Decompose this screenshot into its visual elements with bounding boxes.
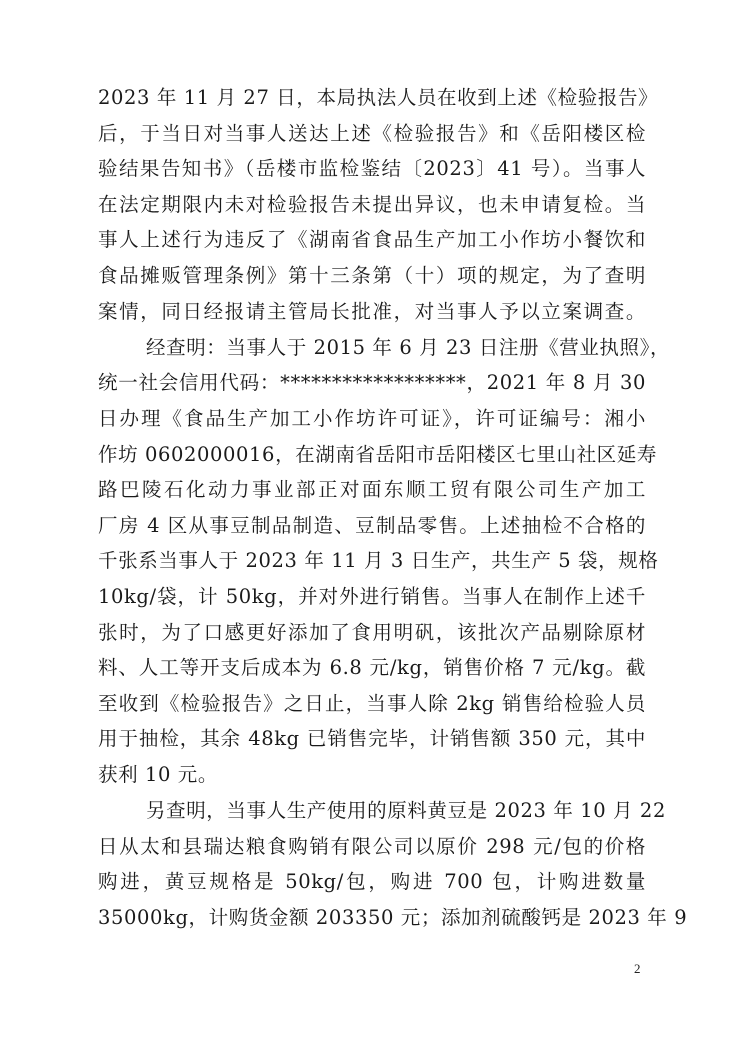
text-line: 食品摊贩管理条例》第十三条第（十）项的规定，为了查明 (98, 263, 646, 287)
text-line: 另查明，当事人生产使用的原料黄豆是 2023 年 10 月 22 (146, 799, 666, 823)
text-line: 日办理《食品生产加工小作坊许可证》，许可证编号：湘小 (98, 406, 646, 430)
text-line: 作坊 0602000016，在湖南省岳阳市岳阳楼区七里山社区延寿 (98, 442, 657, 466)
text-line: 料、人工等开支后成本为 6.8 元/kg，销售价格 7 元/kg。截 (98, 656, 646, 680)
text-line: 10kg/袋，计 50kg，并对外进行销售。当事人在制作上述千 (98, 584, 646, 608)
text-line: 获利 10 元。 (98, 762, 219, 786)
text-line: 厂房 4 区从事豆制品制造、豆制品零售。上述抽检不合格的 (98, 513, 646, 537)
text-line: 路巴陵石化动力事业部正对面东顺工贸有限公司生产加工 (98, 478, 646, 502)
text-line: 2023 年 11 月 27 日，本局执法人员在收到上述《检验报告》 (98, 86, 659, 109)
document-page (98, 80, 688, 936)
text-line: 购进，黄豆规格是 50kg/包，购进 700 包，计购进数量 (98, 870, 646, 894)
text-line: 经查明：当事人于 2015 年 6 月 23 日注册《营业执照》， (146, 335, 671, 359)
text-line: 张时，为了口感更好添加了食用明矾，该批次产品剔除原材 (98, 620, 646, 644)
text-line: 至收到《检验报告》之日止，当事人除 2kg 销售给检验人员 (98, 691, 646, 715)
text-line: 在法定期限内未对检验报告未提出异议，也未申请复检。当 (98, 192, 646, 216)
page-number: 2 (634, 961, 641, 976)
text-line: 后，于当日对当事人送达上述《检验报告》和《岳阳楼区检 (98, 121, 646, 145)
text-line: 验结果告知书》（岳楼市监检鉴结〔2023〕41 号）。当事人 (98, 157, 646, 181)
text-line: 用于抽检，其余 48kg 已销售完毕，计销售额 350 元，其中 (98, 727, 646, 751)
paragraph-2 (98, 330, 671, 793)
text-line: 事人上述行为违反了《湖南省食品生产加工小作坊小餐饮和 (98, 228, 646, 252)
paragraph-1 (98, 80, 659, 329)
text-line: 日从太和县瑞达粮食购销有限公司以原价 298 元/包的价格 (98, 834, 646, 858)
paragraph-3 (98, 793, 688, 935)
text-line: 案情，同日经报请主管局长批准，对当事人予以立案调查。 (98, 299, 646, 323)
text-line: 统一社会信用代码：******************，2021 年 8 月 30 (98, 371, 646, 395)
text-line: 35000kg，计购货金额 203350 元；添加剂硫酸钙是 2023 年 9 (98, 905, 688, 929)
text-line: 千张系当事人于 2023 年 11 月 3 日生产，共生产 5 袋，规格 (98, 549, 659, 573)
